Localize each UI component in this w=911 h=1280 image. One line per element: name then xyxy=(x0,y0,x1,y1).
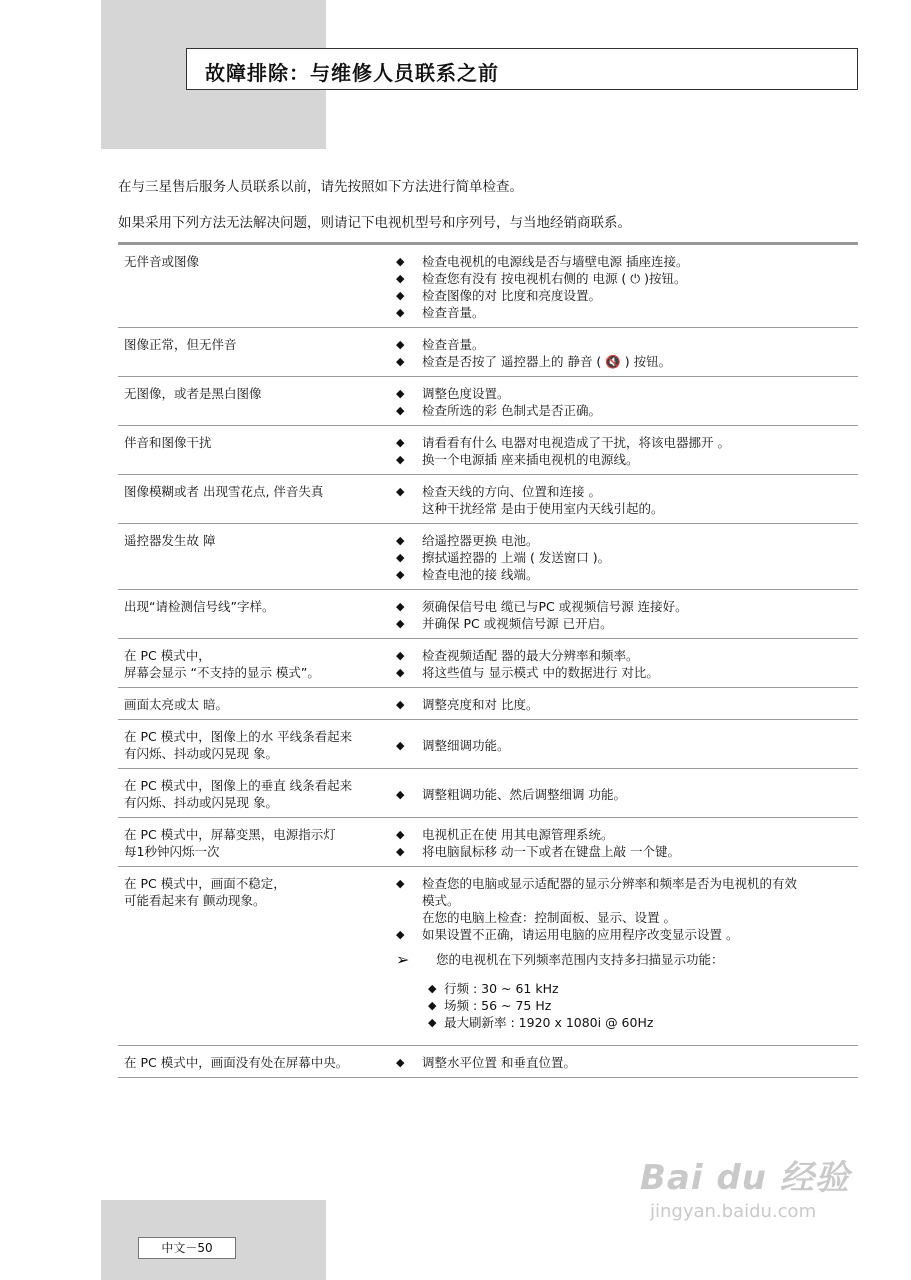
solution-item xyxy=(396,737,858,754)
solution-text: 这种干扰经常 是由于使用室内天线引起的。 xyxy=(422,501,664,516)
problem-text: 在 PC 模式中，画面没有处在屏幕中央。 xyxy=(124,1055,349,1070)
problem-text: 图像模糊或者 出现雪花点, 伴音失真 xyxy=(124,484,324,499)
solution-text: 模式。 xyxy=(422,893,460,908)
solution-item xyxy=(396,402,858,419)
arrow-icon: ➢ xyxy=(396,950,410,969)
problem-text: 在 PC 模式中，图像上的水 平线条看起来 xyxy=(124,729,353,744)
solution-text: 擦拭遥控器的 上端 ( 发送窗口 )。 xyxy=(422,550,611,565)
solution-text: 请看看有什么 电器对电视造成了干扰，将该电器挪开 。 xyxy=(422,435,730,450)
solution-item xyxy=(396,1054,858,1071)
diamond-bullet-icon: ◆ xyxy=(396,387,405,400)
solution-item xyxy=(396,451,858,468)
problem-cell xyxy=(118,1046,390,1077)
solution-cell xyxy=(390,688,858,719)
spec-text: 场频 : 56 ~ 75 Hz xyxy=(444,998,552,1013)
spec-list xyxy=(428,980,858,1031)
problem-text: 出现“请检测信号线”字样。 xyxy=(124,599,275,614)
solution-item xyxy=(396,483,858,500)
solution-text: 调整水平位置 和垂直位置。 xyxy=(422,1055,576,1070)
title-box xyxy=(186,48,858,90)
intro-line-1: 在与三星售后服务人员联系以前，请先按照如下方法进行简单检查。 xyxy=(118,179,523,195)
solution-item xyxy=(396,615,858,632)
solution-item xyxy=(396,843,858,860)
problem-cell xyxy=(118,688,390,719)
diamond-bullet-icon: ◆ xyxy=(396,534,405,547)
diamond-bullet-icon: ◆ xyxy=(396,436,405,449)
table-row xyxy=(118,245,858,328)
diamond-bullet-icon: ◆ xyxy=(396,289,405,302)
solution-item xyxy=(396,664,858,681)
solution-item xyxy=(396,353,858,370)
diamond-bullet-icon: ◆ xyxy=(396,845,405,858)
diamond-bullet-icon: ◆ xyxy=(396,551,405,564)
solution-item xyxy=(396,336,858,353)
diamond-bullet-icon: ◆ xyxy=(396,453,405,466)
solution-text: 检查音量。 xyxy=(422,305,485,320)
solution-item xyxy=(396,304,858,321)
solution-item xyxy=(396,549,858,566)
table-row xyxy=(118,377,858,426)
diamond-bullet-icon: ◆ xyxy=(396,255,405,268)
solution-item xyxy=(396,826,858,843)
problem-text: 有闪烁、抖动或闪晃现 象。 xyxy=(124,795,278,810)
solution-item xyxy=(396,875,858,892)
problem-text: 可能看起来有 颤动现象。 xyxy=(124,893,266,908)
page-number: 中文－50 xyxy=(138,1237,236,1259)
spec-text: 最大刷新率 : 1920 x 1080i @ 60Hz xyxy=(444,1015,654,1030)
solution-text: 将这些值与 显示模式 中的数据进行 对比。 xyxy=(422,665,659,680)
diamond-bullet-icon: ◆ xyxy=(396,877,405,890)
solution-item xyxy=(396,434,858,451)
solution-text: 检查图像的对 比度和亮度设置。 xyxy=(422,288,601,303)
solution-text: 检查天线的方向、位置和连接 。 xyxy=(422,484,601,499)
table-row xyxy=(118,328,858,377)
problem-text: 伴音和图像干扰 xyxy=(124,435,212,450)
watermark-url: jingyan.baidu.com xyxy=(650,1201,817,1222)
solution-text: 须确保信号电 缆已与PC 或视频信号源 连接好。 xyxy=(422,599,688,614)
solution-item xyxy=(396,696,858,713)
problem-cell xyxy=(118,524,390,589)
solution-text: 调整亮度和对 比度。 xyxy=(422,697,539,712)
diamond-bullet-icon: ◆ xyxy=(396,1056,405,1069)
solution-cell xyxy=(390,377,858,425)
solution-text: 电视机正在使 用其电源管理系统。 xyxy=(422,827,614,842)
diamond-bullet-icon xyxy=(396,500,422,517)
solution-cell xyxy=(390,867,858,1045)
solution-text: 调整粗调功能、然后调整细调 功能。 xyxy=(422,786,626,802)
solution-item xyxy=(396,287,858,304)
solution-text: 检查电视机的电源线是否与墙壁电源 插座连接。 xyxy=(422,254,689,269)
table-row xyxy=(118,769,858,818)
problem-cell xyxy=(118,328,390,376)
solution-text: 调整细调功能。 xyxy=(422,737,510,753)
diamond-bullet-icon: ◆ xyxy=(396,355,405,368)
problem-cell xyxy=(118,769,390,817)
solution-item xyxy=(396,532,858,549)
diamond-bullet-icon: ◆ xyxy=(428,1016,437,1029)
solution-item xyxy=(396,270,858,287)
problem-text: 在 PC 模式中， xyxy=(124,648,211,663)
diamond-bullet-icon: ◆ xyxy=(396,568,405,581)
solution-cell xyxy=(390,328,858,376)
solution-cell xyxy=(390,639,858,687)
spec-text: 行频 : 30 ~ 61 kHz xyxy=(444,981,559,996)
diamond-bullet-icon: ◆ xyxy=(396,738,405,752)
solution-cell xyxy=(390,475,858,523)
watermark-logo: Bai du 经验 xyxy=(640,1158,850,1198)
page-title: 故障排除：与维修人员联系之前 xyxy=(205,61,499,85)
problem-text: 遥控器发生故 障 xyxy=(124,533,216,548)
solution-text: 检查视频适配 器的最大分辨率和频率。 xyxy=(422,648,639,663)
diamond-bullet-icon: ◆ xyxy=(396,272,405,285)
diamond-bullet-icon: ◆ xyxy=(396,306,405,319)
table-row xyxy=(118,639,858,688)
solution-item xyxy=(396,909,858,926)
diamond-bullet-icon xyxy=(396,909,422,926)
diamond-bullet-icon: ◆ xyxy=(396,600,405,613)
table-row xyxy=(118,475,858,524)
solution-cell xyxy=(390,590,858,638)
diamond-bullet-icon: ◆ xyxy=(396,666,405,679)
solution-text: 检查电池的接 线端。 xyxy=(422,567,539,582)
intro-line-2: 如果采用下列方法无法解决问题，则请记下电视机型号和序列号，与当地经销商联系。 xyxy=(118,215,631,231)
problem-text: 图像正常，但无伴音 xyxy=(124,337,237,352)
solution-cell xyxy=(390,524,858,589)
solution-item xyxy=(396,892,858,909)
diamond-bullet-icon: ◆ xyxy=(396,617,405,630)
problem-cell xyxy=(118,818,390,866)
solution-text: 如果设置不正确，请运用电脑的应用程序改变显示设置 。 xyxy=(422,927,739,942)
solution-text: 调整色度设置。 xyxy=(422,386,510,401)
diamond-bullet-icon: ◆ xyxy=(396,928,405,941)
problem-cell xyxy=(118,245,390,327)
solution-item xyxy=(396,500,858,517)
problem-text: 每1秒钟闪烁一次 xyxy=(124,844,220,859)
table-row xyxy=(118,426,858,475)
diamond-bullet-icon: ◆ xyxy=(396,338,405,351)
problem-text: 在 PC 模式中，屏幕变黑，电源指示灯 xyxy=(124,827,336,842)
problem-text: 有闪烁、抖动或闪晃现 象。 xyxy=(124,746,278,761)
troubleshooting-table xyxy=(118,242,858,1078)
diamond-bullet-icon: ◆ xyxy=(396,485,405,498)
spec-item xyxy=(428,1014,858,1031)
solution-text: 检查所选的彩 色制式是否正确。 xyxy=(422,403,601,418)
problem-cell xyxy=(118,639,390,687)
solution-item xyxy=(396,786,858,803)
solution-cell xyxy=(390,245,858,327)
solution-text: 检查您有没有 按电视机右侧的 电源 ( ⏻ )按钮。 xyxy=(422,271,687,286)
table-row xyxy=(118,867,858,1046)
solution-cell xyxy=(390,426,858,474)
solution-cell xyxy=(390,818,858,866)
spec-item xyxy=(428,980,858,997)
problem-cell xyxy=(118,377,390,425)
problem-text: 在 PC 模式中，画面不稳定， xyxy=(124,876,286,891)
problem-text: 屏幕会显示 “不支持的显示 模式”。 xyxy=(124,665,320,680)
note-block xyxy=(396,951,858,968)
watermark xyxy=(640,1150,890,1260)
solution-cell xyxy=(390,1046,858,1077)
problem-text: 无伴音或图像 xyxy=(124,254,200,269)
solution-item xyxy=(396,385,858,402)
diamond-bullet-icon: ◆ xyxy=(428,982,437,995)
diamond-bullet-icon: ◆ xyxy=(428,999,437,1012)
solution-text: 给遥控器更换 电池。 xyxy=(422,533,539,548)
diamond-bullet-icon: ◆ xyxy=(396,828,405,841)
solution-text: 将电脑鼠标移 动一下或者在键盘上敲 一个键。 xyxy=(422,844,680,859)
solution-text: 并确保 PC 或视频信号源 已开启。 xyxy=(422,616,613,631)
table-row xyxy=(118,720,858,769)
problem-cell xyxy=(118,475,390,523)
problem-text: 无图像，或者是黑白图像 xyxy=(124,386,262,401)
solution-item xyxy=(396,253,858,270)
diamond-bullet-icon: ◆ xyxy=(396,787,405,801)
solution-text: 检查音量。 xyxy=(422,337,485,352)
solution-text: 检查是否按了 遥控器上的 静音 ( 🔇 ) 按钮。 xyxy=(422,354,672,369)
diamond-bullet-icon: ◆ xyxy=(396,698,405,711)
solution-item xyxy=(396,566,858,583)
table-row xyxy=(118,818,858,867)
solution-item xyxy=(396,647,858,664)
table-row xyxy=(118,688,858,720)
solution-text: 检查您的电脑或显示适配器的显示分辨率和频率是否为电视机的有效 xyxy=(422,876,798,891)
solution-cell xyxy=(390,778,858,809)
problem-cell xyxy=(118,426,390,474)
table-row xyxy=(118,524,858,590)
table-row xyxy=(118,590,858,639)
diamond-bullet-icon xyxy=(396,892,422,909)
diamond-bullet-icon: ◆ xyxy=(396,649,405,662)
problem-text: 画面太亮或太 暗。 xyxy=(124,697,228,712)
problem-text: 在 PC 模式中，图像上的垂直 线条看起来 xyxy=(124,778,353,793)
solution-text: 换一个电源插 座来插电视机的电源线。 xyxy=(422,452,639,467)
problem-cell xyxy=(118,720,390,768)
note-text: 您的电视机在下列频率范围内支持多扫描显示功能： xyxy=(436,952,724,967)
problem-cell xyxy=(118,590,390,638)
table-row xyxy=(118,1046,858,1078)
solution-cell xyxy=(390,729,858,760)
spec-item xyxy=(428,997,858,1014)
solution-text: 在您的电脑上检查：控制面板、显示、设置 。 xyxy=(422,910,676,925)
diamond-bullet-icon: ◆ xyxy=(396,404,405,417)
solution-item xyxy=(396,926,858,943)
problem-cell xyxy=(118,867,390,1045)
solution-item xyxy=(396,598,858,615)
